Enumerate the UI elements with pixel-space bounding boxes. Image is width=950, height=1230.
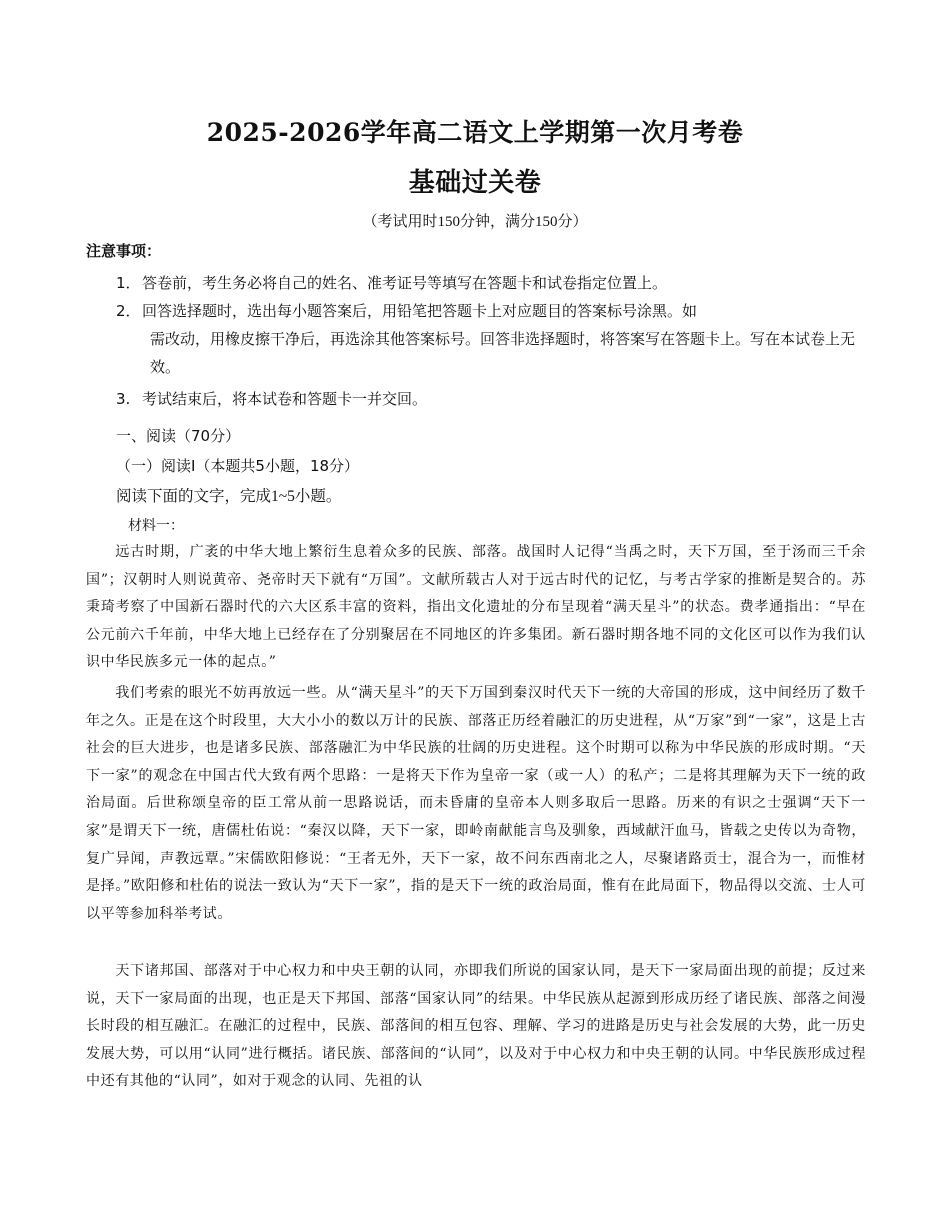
notice-item-text: 回答选择题时，选出每小题答案后，用铅笔把答题卡上对应题目的答案标号涂黑。如: [142, 302, 698, 320]
notice-item-text: 答卷前，考生务必将自己的姓名、准考证号等填写在答题卡和试卷指定位置上。: [142, 274, 668, 292]
notice-item: [116, 269, 876, 297]
notice-item-number: 2．: [116, 302, 141, 320]
exam-subtitle: 基础过关卷: [408, 168, 542, 198]
notice-item: [116, 297, 866, 381]
subsection-heading: （一）阅读Ⅰ（本题共5小题，18分）: [116, 457, 360, 475]
passage-paragraph: 我们考索的眼光不妨再放远一些。从“满天星斗”的天下万国到秦汉时代天下一统的大帝国的形成，这中间经历了数千年之久。正是在这个时段里，大大小小的数以万计的民族、部落正历经着融汇的历史进程，从“万家”到“一家”，这是上古社会的巨大进步，也是诸多民族、部落融汇为中华民族的壮阔的历史进程。这个时期可以称为中华民族的形成时期。“天下一家”的观念在中国古代大致有两个思路：一是将天下作为皇帝一家（或一人）的私产；二是将其理解为天下一统的政治局面。后世称颂皇帝的臣工常从前一思路说话，而未昏庸的皇帝本人则多取后一思路。历来的有识之士强调“天下一家”是谓天下一统，唐儒杜佑说：“秦汉以降，天下一家，即岭南献能言鸟及驯象，西域献汗血马，皆载之史传以为奇物，复广异闻，声教远覃。”宋儒欧阳修说：“王者无外，天下一家，故不问东西南北之人，尽聚诸路贡士，混合为一，而惟材是择。”欧阳修和杜佑的说法一致认为“天下一家”，指的是天下一统的政治局面，惟有在此局面下，物品得以交流、士人可以平等参加科举考试。: [86, 685, 866, 922]
notice-item-continuation: 需改动，用橡皮擦干净后，再选涂其他答案标号。回答非选择题时，将答案写在答题卡上。写在本试卷上无效。: [150, 330, 856, 376]
section-heading: 一、阅读（70分）: [116, 427, 241, 445]
notice-item-number: 3.: [116, 390, 131, 408]
reading-instruction: 阅读下面的文字，完成1~5小题。: [116, 488, 342, 505]
notice-item-text: 考试结束后，将本试卷和答题卡一并交回。: [142, 390, 428, 408]
exam-title: 2025-2026学年高二语文上学期第一次月考卷: [206, 118, 744, 147]
notice-item: [116, 385, 876, 413]
passage-paragraph: 远古时期，广袤的中华大地上繁衍生息着众多的民族、部落。战国时人记得“当禹之时，天下万国，至于汤而三千余国”；汉朝时人则说黄帝、尧帝时天下就有“万国”。文献所载古人对于远古时代的记忆，与考古学家的推断是契合的。苏秉琦考察了中国新石器时代的六大区系丰富的资料，指出文化遗址的分布呈现着“满天星斗”的状态。费孝通指出：“早在公元前六千年前，中华大地上已经存在了分别聚居在不同地区的许多集团。新石器时期各地不同的文化区可以作为我们认识中华民族多元一体的起点。”: [86, 544, 866, 671]
passage-paragraph: 天下诸邦国、部落对于中心权力和中央王朝的认同，亦即我们所说的国家认同，是天下一家局面出现的前提；反过来说，天下一家局面的出现，也正是天下邦国、部落“国家认同”的结果。中华民族从起源到形成历经了诸民族、部落之间漫长时段的相互融汇。在融汇的过程中，民族、部落间的相互包容、理解、学习的进路是历史与社会发展的大势，此一历史发展大势，可以用“认同”进行概括。诸民族、部落间的“认同”，以及对于中心权力和中央王朝的认同。中华民族形成过程中还有其他的“认同”，如对于观念的认同、先祖的认: [86, 963, 866, 1090]
exam-time-note: （考试用时150分钟，满分150分）: [362, 214, 588, 230]
notice-heading: 注意事项：: [86, 242, 162, 260]
notice-item-number: 1．: [116, 274, 141, 292]
material-label: 材料一：: [128, 518, 184, 534]
